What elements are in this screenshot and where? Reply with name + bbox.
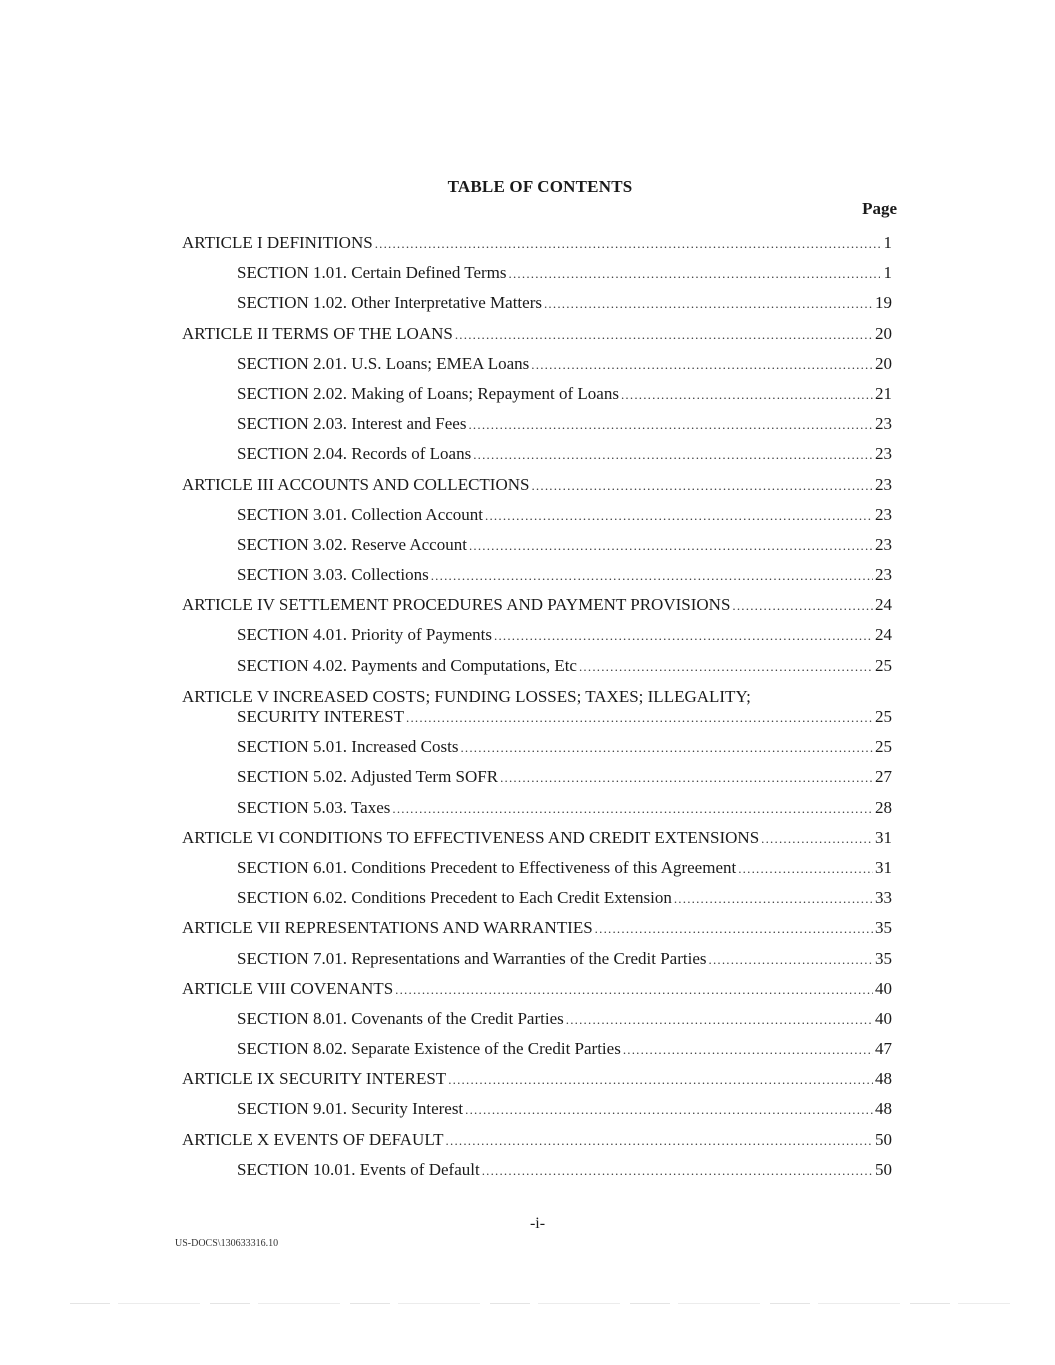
toc-page-number: 23	[875, 565, 892, 585]
toc-page-number: 25	[875, 706, 892, 726]
toc-entry-continuation	[182, 707, 892, 727]
toc-page-number: 31	[875, 827, 892, 847]
toc-page-number: 23	[875, 504, 892, 524]
toc-section-entry[interactable]	[182, 565, 892, 595]
dot-leader	[709, 952, 874, 968]
toc-entry-text: SECTION 6.02. Conditions Precedent to Each Credit Extension	[237, 888, 672, 908]
toc-section-entry[interactable]	[182, 1099, 892, 1129]
toc-page-number: 1	[883, 233, 892, 252]
toc-page-number: 23	[875, 414, 892, 434]
page-column-header: Page	[862, 199, 897, 218]
toc-article-entry[interactable]	[182, 324, 892, 354]
toc-article-entry[interactable]	[182, 595, 892, 625]
toc-entry-text: SECTION 4.01. Priority of Payments	[237, 625, 492, 645]
toc-page-number: 50	[875, 1129, 892, 1149]
toc-section-entry[interactable]	[182, 263, 892, 293]
page-number-footer: -i-	[529, 1215, 546, 1232]
toc-entry-text: ARTICLE V INCREASED COSTS; FUNDING LOSSES; TAXES; ILLEGALITY;	[182, 686, 751, 706]
dot-leader	[494, 628, 873, 644]
toc-page-number: 25	[875, 737, 892, 757]
toc-page-number: 1	[883, 263, 892, 283]
toc-section-entry[interactable]	[182, 444, 892, 474]
document-id: US-DOCS\130633316.10	[175, 1238, 279, 1249]
toc-entry-text: SECTION 1.02. Other Interpretative Matters	[237, 293, 542, 313]
toc-page-number: 25	[875, 655, 892, 675]
dot-leader	[431, 568, 873, 584]
toc-section-entry[interactable]	[182, 656, 892, 686]
toc-page-number: 40	[875, 978, 892, 998]
toc-entry-text: SECTION 8.01. Covenants of the Credit Parties	[237, 1008, 564, 1028]
toc-section-entry[interactable]	[182, 414, 892, 444]
toc-section-entry[interactable]	[182, 737, 892, 767]
toc-entry-text: SECTION 5.03. Taxes	[237, 797, 391, 817]
toc-entry-text: SECTION 8.02. Separate Existence of the Credit Parties	[237, 1039, 621, 1059]
dot-leader	[395, 982, 873, 998]
dot-leader	[544, 296, 873, 312]
toc-page-number: 47	[875, 1039, 892, 1059]
toc-article-entry[interactable]	[182, 233, 892, 263]
dot-leader	[448, 1072, 873, 1088]
toc-entry-text: SECTION 10.01. Events of Default	[237, 1159, 480, 1179]
dot-leader	[623, 1042, 873, 1058]
toc-article-entry[interactable]	[182, 475, 892, 505]
toc-entry-text: SECTION 7.01. Representations and Warranties of the Credit Parties	[237, 948, 707, 968]
toc-page-number: 48	[875, 1099, 892, 1119]
dot-leader	[406, 710, 873, 726]
toc-entry-text-continued: SECURITY INTEREST	[237, 706, 405, 726]
toc-section-entry[interactable]	[182, 354, 892, 384]
dot-leader	[579, 659, 873, 675]
toc-entry-text: ARTICLE IV SETTLEMENT PROCEDURES AND PAYMENT PROVISIONS	[182, 595, 731, 615]
dot-leader	[621, 387, 873, 403]
toc-section-entry[interactable]	[182, 798, 892, 828]
toc-page-number: 40	[875, 1008, 892, 1028]
toc-entry-text: ARTICLE VII REPRESENTATIONS AND WARRANTIES	[182, 918, 593, 938]
dot-leader	[509, 266, 880, 282]
dot-leader	[375, 236, 880, 252]
toc-section-entry[interactable]	[182, 767, 892, 797]
toc-entry-text: SECTION 1.01. Certain Defined Terms	[237, 263, 507, 283]
toc-entry-text: ARTICLE IX SECURITY INTEREST	[182, 1069, 447, 1089]
toc-page-number: 24	[875, 625, 892, 645]
toc-page-number: 50	[875, 1159, 892, 1179]
toc-entry-text: SECTION 2.02. Making of Loans; Repayment of Loans	[237, 383, 619, 403]
dot-leader	[732, 598, 873, 614]
toc-entry-text: SECTION 2.01. U.S. Loans; EMEA Loans	[237, 353, 530, 373]
scan-artifact-line	[70, 1303, 1010, 1304]
toc-page-number: 24	[875, 595, 892, 615]
toc-section-entry[interactable]	[182, 888, 892, 918]
toc-entry-text: SECTION 5.02. Adjusted Term SOFR	[237, 767, 499, 787]
toc-section-entry[interactable]	[182, 625, 892, 655]
toc-page-number: 23	[875, 474, 892, 494]
toc-page-number: 31	[875, 857, 892, 877]
toc-entry-text: SECTION 3.02. Reserve Account	[237, 534, 467, 554]
dot-leader	[473, 447, 873, 463]
dot-leader	[485, 508, 873, 524]
dot-leader	[482, 1163, 873, 1179]
toc-section-entry[interactable]	[182, 535, 892, 565]
dot-leader	[446, 1133, 873, 1149]
toc-page-number: 23	[875, 534, 892, 554]
toc-entry-text: SECTION 3.03. Collections	[237, 565, 429, 585]
dot-leader	[465, 1102, 873, 1118]
dot-leader	[531, 478, 873, 494]
toc-page-number: 23	[875, 444, 892, 464]
toc-section-entry[interactable]	[182, 1009, 892, 1039]
toc-page-number: 33	[875, 888, 892, 908]
toc-section-entry[interactable]	[182, 293, 892, 323]
toc-page-number: 28	[875, 797, 892, 817]
toc-entry-text: SECTION 9.01. Security Interest	[237, 1099, 464, 1119]
dot-leader	[455, 327, 873, 343]
toc-entry-text: ARTICLE X EVENTS OF DEFAULT	[182, 1129, 444, 1149]
toc-page-number: 35	[875, 948, 892, 968]
toc-page-number: 19	[875, 293, 892, 313]
toc-list	[182, 233, 892, 1190]
toc-entry-text: ARTICLE III ACCOUNTS AND COLLECTIONS	[182, 474, 530, 494]
toc-entry-text: SECTION 5.01. Increased Costs	[237, 737, 459, 757]
toc-entry-text: SECTION 4.02. Payments and Computations, Etc	[237, 655, 577, 675]
toc-entry-text: ARTICLE II TERMS OF THE LOANS	[182, 323, 453, 343]
toc-page-number: 20	[875, 353, 892, 373]
dot-leader	[460, 740, 873, 756]
dot-leader	[674, 891, 873, 907]
toc-entry-text: SECTION 6.01. Conditions Precedent to Effectiveness of this Agreement	[237, 857, 737, 877]
toc-section-entry[interactable]	[182, 949, 892, 979]
toc-page-number: 27	[875, 767, 892, 787]
dot-leader	[469, 538, 873, 554]
toc-article-entry[interactable]	[182, 686, 892, 737]
dot-leader	[761, 831, 873, 847]
dot-leader	[566, 1012, 873, 1028]
toc-article-entry[interactable]	[182, 918, 892, 948]
dot-leader	[738, 861, 873, 877]
toc-entry-text: SECTION 2.03. Interest and Fees	[237, 414, 467, 434]
toc-entry-text: SECTION 2.04. Records of Loans	[237, 444, 472, 464]
toc-entry-text: SECTION 3.01. Collection Account	[237, 504, 484, 524]
dot-leader	[500, 770, 873, 786]
toc-section-entry[interactable]	[182, 1039, 892, 1069]
toc-page-number: 20	[875, 323, 892, 343]
toc-page-number: 48	[875, 1069, 892, 1089]
toc-article-entry[interactable]	[182, 1069, 892, 1099]
toc-article-entry[interactable]	[182, 828, 892, 858]
toc-section-entry[interactable]	[182, 505, 892, 535]
toc-page-number: 21	[875, 383, 892, 403]
toc-section-entry[interactable]	[182, 384, 892, 414]
toc-entry-text: ARTICLE VIII COVENANTS	[182, 978, 394, 998]
toc-title: TABLE OF CONTENTS	[447, 177, 633, 196]
dot-leader	[595, 921, 873, 937]
toc-article-entry[interactable]	[182, 1130, 892, 1160]
toc-entry-text: ARTICLE VI CONDITIONS TO EFFECTIVENESS AND CREDIT EXTENSIONS	[182, 827, 760, 847]
toc-page-number: 35	[875, 918, 892, 938]
dot-leader	[468, 417, 873, 433]
dot-leader	[531, 357, 873, 373]
toc-section-entry[interactable]	[182, 858, 892, 888]
toc-entry-text: ARTICLE I DEFINITIONS	[182, 233, 373, 252]
toc-section-entry[interactable]	[182, 1160, 892, 1190]
dot-leader	[392, 801, 873, 817]
toc-article-entry[interactable]	[182, 979, 892, 1009]
